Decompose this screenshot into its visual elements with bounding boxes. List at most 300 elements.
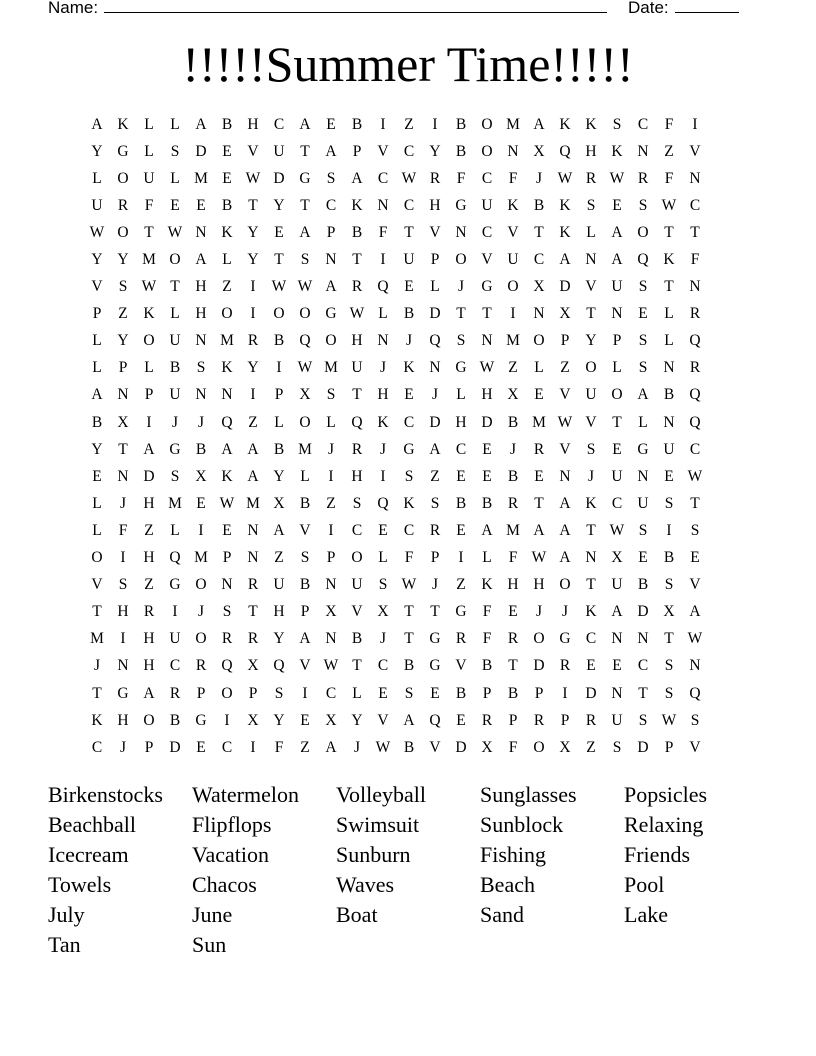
grid-letter: K xyxy=(559,115,571,133)
grid-letter: G xyxy=(169,576,181,594)
grid-letter: Z xyxy=(300,738,310,756)
grid-letter: B xyxy=(481,494,493,512)
grid-letter: K xyxy=(91,711,103,729)
grid-letter: P xyxy=(612,332,622,350)
grid-letter: R xyxy=(247,576,259,594)
grid-letter: H xyxy=(533,576,545,594)
grid-letter: W xyxy=(557,169,573,187)
grid-letter: R xyxy=(429,169,441,187)
grid-letter: D xyxy=(429,305,441,323)
grid-letter: H xyxy=(455,413,467,431)
grid-letter: C xyxy=(533,251,545,269)
grid-letter: V xyxy=(91,576,103,594)
grid-letter: H xyxy=(195,305,207,323)
grid-letter: O xyxy=(533,630,545,648)
grid-letter: S xyxy=(638,332,648,350)
grid-letter: E xyxy=(482,467,492,485)
grid-letter: X xyxy=(195,467,207,485)
grid-letter: E xyxy=(404,278,414,296)
grid-letter: R xyxy=(585,711,597,729)
grid-letter: T xyxy=(92,684,102,702)
grid-letter: L xyxy=(378,305,388,323)
grid-letter: F xyxy=(508,169,518,187)
grid-letter: R xyxy=(481,711,493,729)
grid-letter: K xyxy=(143,305,155,323)
grid-letter: I xyxy=(250,386,256,404)
grid-letter: U xyxy=(351,359,363,377)
grid-letter: Z xyxy=(560,359,570,377)
grid-letter: B xyxy=(455,115,467,133)
grid-letter: I xyxy=(510,305,516,323)
grid-letter: N xyxy=(377,332,389,350)
grid-letter: N xyxy=(325,576,337,594)
grid-letter: O xyxy=(91,549,103,567)
grid-letter: T xyxy=(170,278,180,296)
grid-letter: T xyxy=(586,576,596,594)
grid-letter: M xyxy=(168,494,182,512)
grid-letter: E xyxy=(404,386,414,404)
grid-letter: N xyxy=(611,630,623,648)
word-list-item: Swimsuit xyxy=(336,812,420,837)
grid-letter: N xyxy=(533,305,545,323)
grid-letter: E xyxy=(456,711,466,729)
grid-letter: E xyxy=(612,440,622,458)
grid-letter: Y xyxy=(247,359,259,377)
grid-letter: F xyxy=(274,738,284,756)
grid-letter: U xyxy=(585,386,597,404)
grid-letter: A xyxy=(559,549,571,567)
grid-letter: K xyxy=(585,494,597,512)
word-search-grid xyxy=(84,111,708,761)
word-list-item: Waves xyxy=(336,872,395,897)
grid-letter: X xyxy=(559,305,571,323)
grid-letter: Q xyxy=(559,142,571,160)
grid-letter: C xyxy=(403,196,415,214)
grid-letter: J xyxy=(93,657,101,675)
grid-letter: P xyxy=(222,549,232,567)
grid-letter: U xyxy=(637,494,649,512)
grid-letter: N xyxy=(247,549,259,567)
grid-letter: E xyxy=(222,521,232,539)
grid-letter: O xyxy=(481,115,493,133)
grid-letter: H xyxy=(143,494,155,512)
word-list-item: Tan xyxy=(48,932,81,957)
grid-letter: N xyxy=(611,684,623,702)
grid-letter: U xyxy=(403,251,415,269)
grid-letter: Z xyxy=(118,305,128,323)
grid-letter: N xyxy=(221,576,233,594)
grid-letter: T xyxy=(274,251,284,269)
grid-letter: B xyxy=(507,684,519,702)
grid-letter: G xyxy=(455,196,467,214)
grid-letter: G xyxy=(195,711,207,729)
grid-letter: S xyxy=(638,359,648,377)
grid-letter: J xyxy=(327,440,335,458)
grid-letter: L xyxy=(326,413,336,431)
grid-letter: R xyxy=(195,657,207,675)
grid-letter: B xyxy=(351,223,363,241)
grid-letter: L xyxy=(300,467,310,485)
grid-letter: A xyxy=(299,223,311,241)
grid-letter: S xyxy=(586,440,596,458)
grid-letter: G xyxy=(559,630,571,648)
grid-letter: T xyxy=(352,657,362,675)
grid-letter: A xyxy=(351,169,363,187)
grid-letter: W xyxy=(401,576,417,594)
grid-letter: S xyxy=(664,494,674,512)
page-title: !!!!!Summer Time!!!!! xyxy=(182,36,634,92)
grid-letter: I xyxy=(172,603,178,621)
grid-letter: G xyxy=(325,305,337,323)
grid-letter: E xyxy=(690,549,700,567)
grid-letter: V xyxy=(689,576,701,594)
grid-letter: D xyxy=(637,738,649,756)
grid-letter: G xyxy=(299,169,311,187)
word-list-item: Volleyball xyxy=(336,782,427,807)
grid-letter: E xyxy=(456,521,466,539)
grid-letter: G xyxy=(429,657,441,675)
grid-letter: N xyxy=(585,251,597,269)
grid-letter: D xyxy=(585,684,597,702)
grid-letter: F xyxy=(482,630,492,648)
grid-letter: L xyxy=(534,359,544,377)
grid-letter: V xyxy=(299,521,311,539)
grid-letter: E xyxy=(456,467,466,485)
grid-letter: I xyxy=(302,684,308,702)
grid-letter: L xyxy=(664,305,674,323)
grid-letter: L xyxy=(170,169,180,187)
grid-letter: O xyxy=(117,169,129,187)
grid-letter: Q xyxy=(429,711,441,729)
grid-letter: B xyxy=(169,359,181,377)
grid-letter: Z xyxy=(248,413,258,431)
grid-letter: C xyxy=(481,223,493,241)
grid-letter: J xyxy=(119,494,127,512)
grid-letter: V xyxy=(299,657,311,675)
grid-letter: B xyxy=(221,196,233,214)
grid-letter: E xyxy=(612,657,622,675)
grid-letter: G xyxy=(169,440,181,458)
grid-letter: O xyxy=(169,251,181,269)
grid-letter: P xyxy=(196,684,206,702)
grid-letter: P xyxy=(144,738,154,756)
grid-letter: V xyxy=(585,413,597,431)
grid-letter: J xyxy=(509,440,517,458)
grid-letter: Z xyxy=(456,576,466,594)
grid-letter: K xyxy=(481,576,493,594)
grid-letter: C xyxy=(637,115,649,133)
grid-letter: N xyxy=(689,657,701,675)
grid-letter: U xyxy=(169,386,181,404)
grid-letter: D xyxy=(481,413,493,431)
grid-letter: B xyxy=(403,657,415,675)
grid-letter: S xyxy=(664,684,674,702)
grid-letter: T xyxy=(664,278,674,296)
grid-letter: A xyxy=(91,115,103,133)
grid-letter: E xyxy=(326,115,336,133)
grid-letter: R xyxy=(221,630,233,648)
grid-letter: C xyxy=(403,413,415,431)
grid-letter: W xyxy=(297,359,313,377)
grid-letter: R xyxy=(247,630,259,648)
grid-letter: X xyxy=(247,657,259,675)
grid-letter: I xyxy=(328,467,334,485)
grid-letter: W xyxy=(557,413,573,431)
grid-letter: S xyxy=(352,494,362,512)
grid-letter: O xyxy=(559,576,571,594)
grid-letter: S xyxy=(612,115,622,133)
grid-letter: I xyxy=(692,115,698,133)
grid-letter: S xyxy=(118,576,128,594)
grid-letter: S xyxy=(274,684,284,702)
grid-letter: D xyxy=(169,738,181,756)
name-field[interactable] xyxy=(48,0,607,18)
grid-letter: Y xyxy=(247,223,259,241)
grid-letter: Z xyxy=(144,576,154,594)
grid-letter: M xyxy=(220,332,234,350)
grid-letter: J xyxy=(197,603,205,621)
grid-letter: Y xyxy=(429,142,441,160)
grid-letter: K xyxy=(221,467,233,485)
grid-letter: Q xyxy=(273,657,285,675)
grid-letter: E xyxy=(222,169,232,187)
grid-letter: V xyxy=(559,386,571,404)
grid-letter: A xyxy=(689,603,701,621)
grid-letter: L xyxy=(92,169,102,187)
grid-letter: H xyxy=(247,115,259,133)
grid-letter: I xyxy=(458,549,464,567)
grid-letter: I xyxy=(562,684,568,702)
grid-letter: P xyxy=(144,386,154,404)
grid-letter: F xyxy=(690,251,700,269)
grid-letter: T xyxy=(352,386,362,404)
grid-letter: T xyxy=(404,603,414,621)
grid-letter: S xyxy=(612,738,622,756)
grid-letter: P xyxy=(352,142,362,160)
grid-letter: E xyxy=(612,196,622,214)
grid-letter: L xyxy=(92,494,102,512)
grid-letter: U xyxy=(143,169,155,187)
grid-letter: S xyxy=(196,359,206,377)
grid-letter: L xyxy=(482,549,492,567)
grid-letter: C xyxy=(325,196,337,214)
grid-letter: V xyxy=(429,223,441,241)
grid-letter: R xyxy=(559,657,571,675)
grid-letter: Z xyxy=(144,521,154,539)
grid-letter: K xyxy=(377,413,389,431)
grid-letter: U xyxy=(611,711,623,729)
grid-letter: N xyxy=(221,386,233,404)
grid-letter: O xyxy=(325,332,337,350)
grid-letter: Q xyxy=(221,413,233,431)
grid-letter: R xyxy=(351,278,363,296)
grid-letter: N xyxy=(507,142,519,160)
grid-letter: T xyxy=(92,603,102,621)
grid-letter: Y xyxy=(117,332,129,350)
grid-letter: Y xyxy=(91,440,103,458)
grid-letter: V xyxy=(247,142,259,160)
grid-letter: E xyxy=(508,603,518,621)
grid-letter: V xyxy=(689,738,701,756)
grid-letter: P xyxy=(300,603,310,621)
grid-letter: L xyxy=(144,359,154,377)
grid-letter: B xyxy=(351,115,363,133)
grid-letter: E xyxy=(170,196,180,214)
grid-letter: R xyxy=(117,196,129,214)
grid-letter: B xyxy=(273,332,285,350)
grid-letter: V xyxy=(91,278,103,296)
grid-letter: A xyxy=(637,386,649,404)
date-field[interactable] xyxy=(628,0,739,18)
grid-letter: B xyxy=(507,467,519,485)
grid-letter: U xyxy=(663,440,675,458)
grid-letter: B xyxy=(455,142,467,160)
grid-letter: O xyxy=(585,359,597,377)
grid-letter: C xyxy=(611,494,623,512)
grid-letter: Z xyxy=(586,738,596,756)
grid-letter: A xyxy=(429,440,441,458)
grid-letter: L xyxy=(92,521,102,539)
grid-letter: I xyxy=(250,278,256,296)
grid-letter: R xyxy=(689,359,701,377)
grid-letter: R xyxy=(507,494,519,512)
grid-letter: Y xyxy=(273,196,285,214)
grid-letter: Q xyxy=(351,413,363,431)
grid-letter: L xyxy=(144,115,154,133)
grid-letter: K xyxy=(351,196,363,214)
grid-letter: J xyxy=(353,738,361,756)
grid-letter: I xyxy=(146,413,152,431)
grid-letter: E xyxy=(196,196,206,214)
grid-letter: F xyxy=(664,169,674,187)
grid-letter: Q xyxy=(299,332,311,350)
grid-letter: L xyxy=(430,278,440,296)
grid-letter: J xyxy=(535,169,543,187)
grid-letter: F xyxy=(664,115,674,133)
grid-letter: P xyxy=(560,711,570,729)
word-list-item: Popsicles xyxy=(624,782,708,807)
grid-letter: S xyxy=(404,467,414,485)
grid-letter: C xyxy=(403,142,415,160)
grid-letter: U xyxy=(611,576,623,594)
grid-letter: L xyxy=(170,521,180,539)
name-label: Name: xyxy=(48,0,99,17)
date-line[interactable] xyxy=(675,0,739,13)
grid-letter: Y xyxy=(117,251,129,269)
grid-letter: P xyxy=(430,549,440,567)
grid-letter: P xyxy=(534,684,544,702)
grid-letter: E xyxy=(482,440,492,458)
grid-letter: Y xyxy=(247,251,259,269)
grid-letter: A xyxy=(559,521,571,539)
grid-letter: N xyxy=(429,359,441,377)
grid-letter: Y xyxy=(351,711,363,729)
grid-letter: C xyxy=(637,657,649,675)
grid-letter: O xyxy=(221,305,233,323)
grid-letter: G xyxy=(455,603,467,621)
grid-letter: O xyxy=(195,576,207,594)
grid-letter: N xyxy=(455,223,467,241)
word-list xyxy=(48,780,768,960)
name-line[interactable] xyxy=(104,0,607,13)
grid-letter: I xyxy=(666,521,672,539)
grid-letter: I xyxy=(380,251,386,269)
grid-letter: W xyxy=(687,630,703,648)
grid-letter: E xyxy=(274,223,284,241)
grid-letter: R xyxy=(585,169,597,187)
word-list-item: Sunglasses xyxy=(480,782,577,807)
grid-letter: T xyxy=(586,305,596,323)
grid-letter: W xyxy=(661,711,677,729)
grid-letter: P xyxy=(248,684,258,702)
grid-letter: N xyxy=(195,223,207,241)
grid-letter: S xyxy=(586,196,596,214)
grid-letter: A xyxy=(299,630,311,648)
grid-letter: A xyxy=(403,711,415,729)
grid-letter: H xyxy=(143,657,155,675)
grid-letter: E xyxy=(222,142,232,160)
grid-letter: V xyxy=(351,603,363,621)
grid-letter: O xyxy=(273,305,285,323)
grid-letter: B xyxy=(455,684,467,702)
grid-letter: T xyxy=(664,223,674,241)
grid-letter: O xyxy=(455,251,467,269)
grid-letter: P xyxy=(326,549,336,567)
grid-letter: B xyxy=(637,576,649,594)
grid-letter: N xyxy=(637,142,649,160)
grid-letter: Q xyxy=(689,332,701,350)
grid-letter: T xyxy=(508,657,518,675)
grid-letter: C xyxy=(221,738,233,756)
grid-letter: E xyxy=(196,494,206,512)
grid-letter: X xyxy=(273,494,285,512)
grid-letter: W xyxy=(167,223,183,241)
grid-letter: R xyxy=(455,630,467,648)
grid-letter: E xyxy=(378,521,388,539)
grid-letter: U xyxy=(91,196,103,214)
grid-letter: F xyxy=(508,738,518,756)
grid-letter: A xyxy=(143,440,155,458)
grid-letter: Z xyxy=(664,142,674,160)
grid-letter: H xyxy=(507,576,519,594)
grid-letter: A xyxy=(221,440,233,458)
grid-letter: L xyxy=(586,223,596,241)
grid-letter: Z xyxy=(404,115,414,133)
grid-letter: W xyxy=(349,305,365,323)
grid-letter: T xyxy=(352,251,362,269)
grid-letter: Z xyxy=(326,494,336,512)
grid-letter: W xyxy=(531,549,547,567)
grid-letter: W xyxy=(401,169,417,187)
grid-letter: W xyxy=(297,278,313,296)
grid-letter: W xyxy=(89,223,105,241)
grid-letter: T xyxy=(482,305,492,323)
grid-letter: T xyxy=(300,196,310,214)
grid-letter: I xyxy=(250,738,256,756)
grid-letter: X xyxy=(611,549,623,567)
grid-letter: G xyxy=(637,440,649,458)
grid-letter: C xyxy=(403,521,415,539)
grid-letter: S xyxy=(456,332,466,350)
grid-letter: E xyxy=(638,549,648,567)
grid-letter: B xyxy=(169,711,181,729)
grid-letter: O xyxy=(481,142,493,160)
grid-letter: I xyxy=(250,305,256,323)
grid-letter: S xyxy=(638,521,648,539)
grid-letter: E xyxy=(92,467,102,485)
grid-letter: L xyxy=(144,142,154,160)
grid-letter: A xyxy=(299,115,311,133)
